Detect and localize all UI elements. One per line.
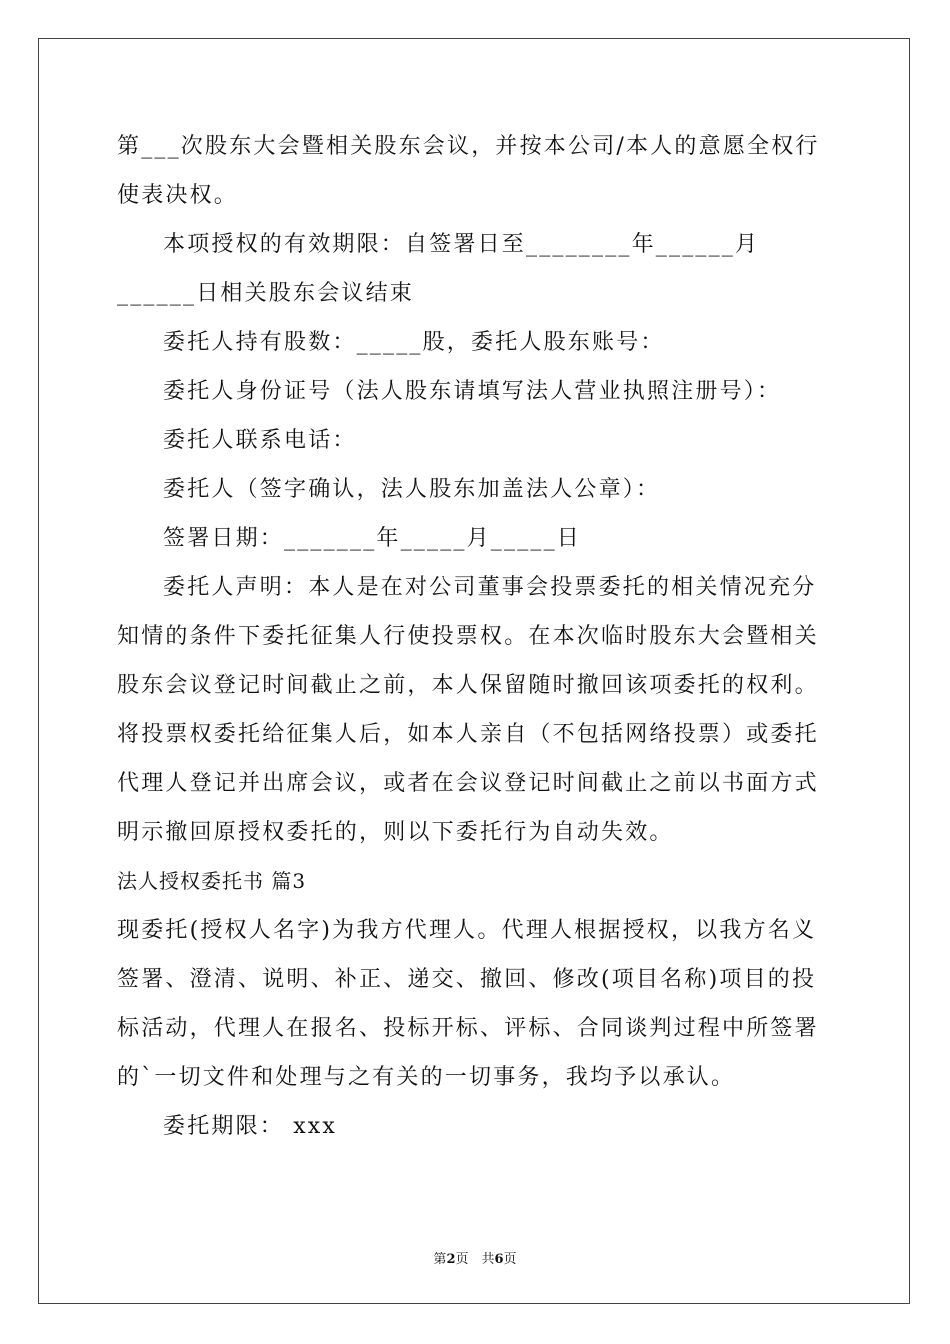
footer-page-suffix: 页 — [503, 1252, 517, 1267]
footer-page-mid: 页 共 — [455, 1252, 495, 1267]
paragraph-authorization: 现委托(授权人名字)为我方代理人。代理人根据授权，以我方名义签署、澄清、说明、补正、递交、撤回、修改(项目名称)项目的投标活动，代理人在报名、投标开标、评标、合同谈判过程中所签署的`一切文件和处理与之有关的一切事务，我均予以承认。 — [117, 918, 819, 1090]
paragraph-declaration: 委托人声明：本人是在对公司董事会投票委托的相关情况充分知情的条件下委托征集人行使投票权。在本次临时股东大会暨相关股东会议登记时间截止之前，本人保留随时撤回该项委托的权利。将投票权委托给征集人后，如本人亲自（不包括网络投票）或委托代理人登记并出席会议，或者在会议登记时间截止之前以书面方式明示撤回原授权委托的，则以下委托行为自动失效。 — [117, 575, 819, 845]
paragraph-sign-date: 签署日期：_______年_____月_____日 — [163, 526, 582, 551]
section-heading: 法人授权委托书 篇3 — [117, 869, 307, 893]
paragraph-signature: 委托人（签字确认，法人股东加盖法人公章）： — [163, 477, 661, 502]
footer-page-prefix: 第 — [433, 1252, 447, 1267]
paragraph-shares-held: 委托人持有股数：_____股，委托人股东账号： — [163, 330, 665, 355]
paragraph-validity-period: 本项授权的有效期限：自签署日至________年______月______日相关股东会议结束 — [117, 232, 760, 306]
paragraph-term: 委托期限： xxx — [163, 1114, 338, 1139]
paragraph-continuation: 第___次股东大会暨相关股东会议，并按本公司/本人的意愿全权行使表决权。 — [117, 134, 820, 208]
footer-page-current: 2 — [446, 1252, 456, 1267]
document-body — [117, 122, 833, 1151]
page-footer — [0, 1248, 950, 1267]
footer-page-total: 6 — [494, 1252, 504, 1267]
paragraph-phone: 委托人联系电话： — [163, 428, 357, 453]
paragraph-id-number: 委托人身份证号（法人股东请填写法人营业执照注册号）： — [163, 379, 782, 404]
